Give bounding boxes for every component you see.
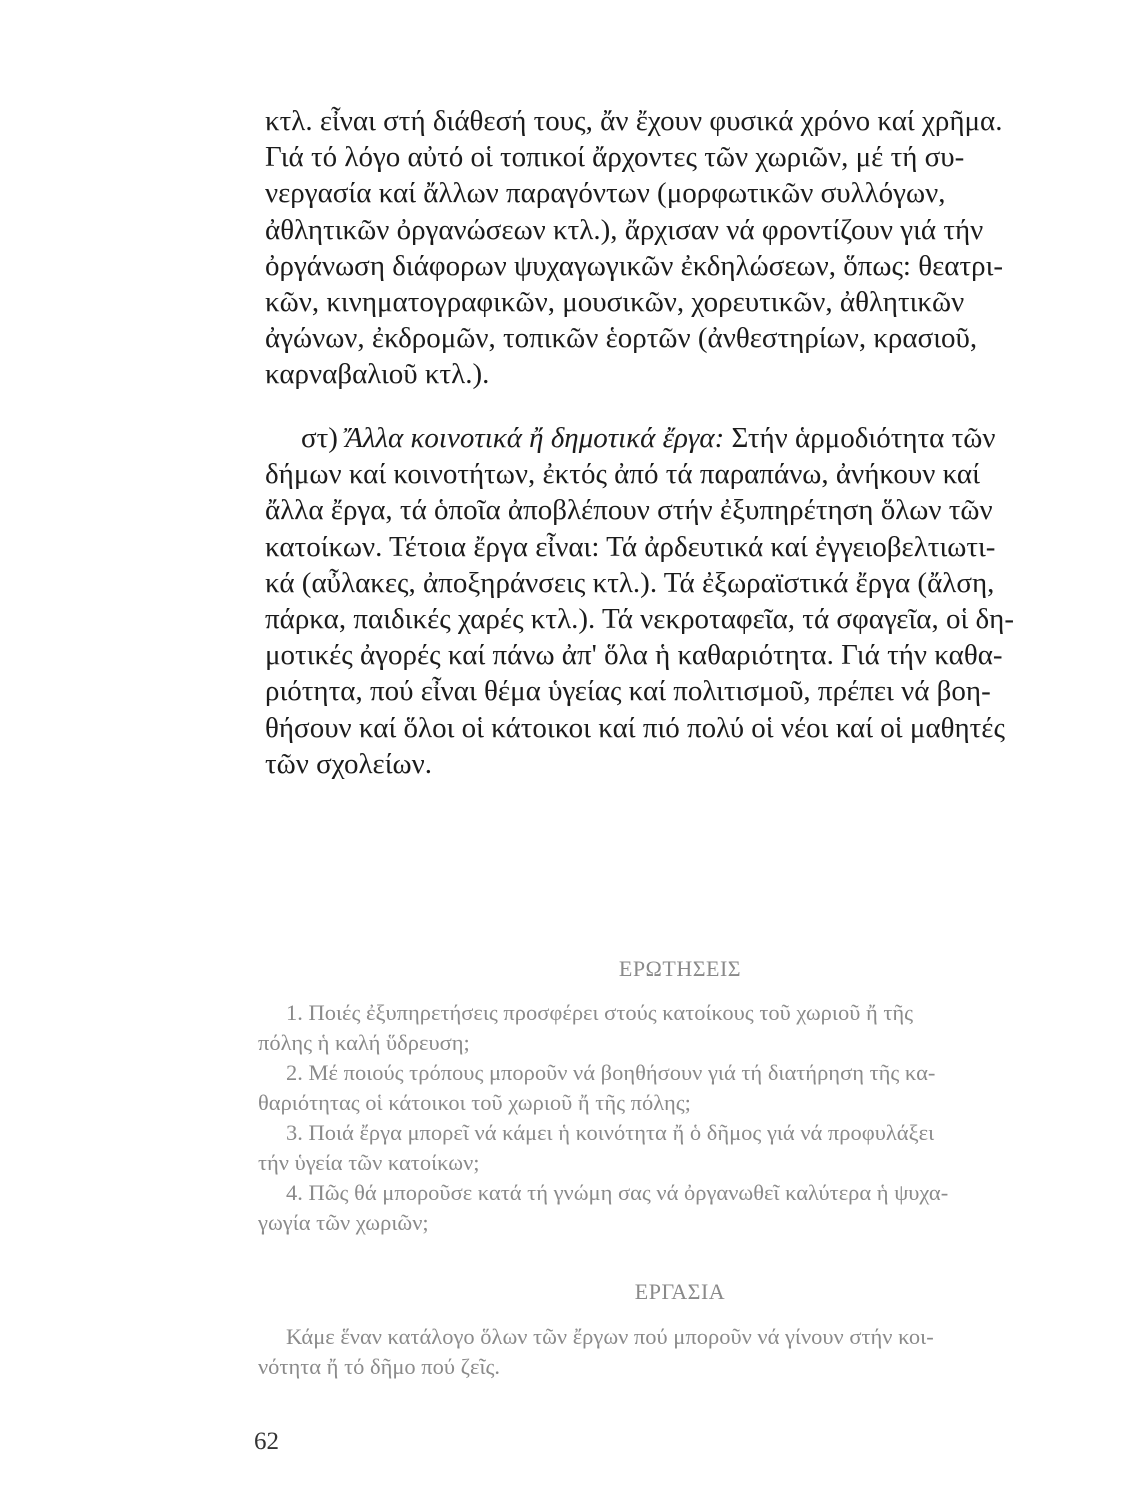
text-line [265,420,1095,456]
text-line: κατοίκων. Τέτοια ἔργα εἶναι: Τά ἀρδευτικά καί ἐγγειοβελτιωτι- [265,530,996,563]
text-line: ἀθλητικῶν ὀργανώσεων κτλ.), ἄρχισαν νά φροντίζουν γιά τήν [265,213,984,246]
text-line: καρναβαλιοῦ κτλ.). [265,358,490,391]
text-fragment: Στήν ἁρμοδιότητα τῶν [731,422,996,454]
question-line: 1. Ποιές ἐξυπηρετήσεις προσφέρει στούς κατοίκους τοῦ χωριοῦ ἤ τῆς [286,1000,914,1025]
text-line: δήμων καί κοινοτήτων, ἐκτός ἀπό τά παραπάνω, ἀνήκουν καί [265,458,980,491]
text-line: μοτικές ἀγορές καί πάνω ἀπ' ὅλα ἡ καθαριότητα. Γιά τήν καθα- [265,639,1003,672]
text-line: ριότητα, πού εἶναι θέμα ὑγείας καί πολιτισμοῦ, πρέπει νά βοη- [265,675,991,708]
text-line: ὀργάνωση διάφορων ψυχαγωγικῶν ἐκδηλώσεων, ὅπως: θεατρι- [265,249,1004,282]
item-label: στ) [301,422,338,454]
questions-heading: ΕΡΩΤΗΣΕΙΣ [618,956,742,981]
question-line: πόλης ἡ καλή ὕδρευση; [258,1030,470,1055]
text-line: νεργασία καί ἄλλων παραγόντων (μορφωτικῶν συλλόγων, [265,177,946,210]
paragraph-other-works [265,420,1095,782]
text-line: κῶν, κινηματογραφικῶν, μουσικῶν, χορευτικῶν, ἀθλητικῶν [265,286,965,319]
question-line: 4. Πῶς θά μποροῦσε κατά τή γνώμη σας νά ὀργανωθεῖ καλύτερα ἡ ψυχα- [286,1180,949,1205]
text-line: πάρκα, παιδικές χαρές κτλ.). Τά νεκροταφεῖα, τά σφαγεῖα, οἱ δη- [265,603,1015,636]
text-line: κτλ. εἶναι στή διάθεσή τους, ἄν ἔχουν φυσικά χρόνο καί χρῆμα. [265,105,1003,137]
question-line: 3. Ποιά ἔργα μπορεῖ νά κάμει ἡ κοινότητα ἤ ὁ δῆμος γιά νά προφυλάξει [286,1120,935,1145]
page-number: 62 [254,1428,279,1455]
question-line: θαριότητας οἱ κάτοικοι τοῦ χωριοῦ ἤ τῆς πόλης; [258,1090,691,1115]
question-line: 2. Μέ ποιούς τρόπους μποροῦν νά βοηθήσουν γιά τή διατήρηση τῆς κα- [286,1060,936,1085]
paragraph-continuation [265,103,1095,393]
text-line: ἀγώνων, ἐκδρομῶν, τοπικῶν ἑορτῶν (ἀνθεστηρίων, κρασιοῦ, [265,322,978,355]
italic-heading: Ἄλλα κοινοτικά ἤ δημοτικά ἔργα: [345,422,725,454]
questions-list [258,998,1098,1238]
text-line: θήσουν καί ὅλοι οἱ κάτοικοι καί πιό πολύ οἱ νέοι καί οἱ μαθητές [265,711,1005,744]
text-line: Γιά τό λόγο αὐτό οἱ τοπικοί ἄρχοντες τῶν χωριῶν, μέ τή συ- [265,141,965,174]
text-line: τῶν σχολείων. [265,747,432,780]
work-line: νότητα ἤ τό δῆμο πού ζεῖς. [258,1354,501,1379]
work-text [258,1322,1098,1382]
question-line: τήν ὑγεία τῶν κατοίκων; [258,1150,480,1175]
text-line: ἄλλα ἔργα, τά ὁποῖα ἀποβλέπουν στήν ἐξυπηρέτηση ὅλων τῶν [265,494,993,527]
question-line: γωγία τῶν χωριῶν; [258,1210,429,1235]
work-heading: ΕΡΓΑΣΙΑ [634,1279,726,1304]
work-line: Κάμε ἕναν κατάλογο ὅλων τῶν ἔργων πού μποροῦν νά γίνουν στήν κοι- [286,1324,934,1349]
text-line: κά (αὖλακες, ἀποξηράνσεις κτλ.). Τά ἐξωραϊστικά ἔργα (ἄλση, [265,566,995,599]
